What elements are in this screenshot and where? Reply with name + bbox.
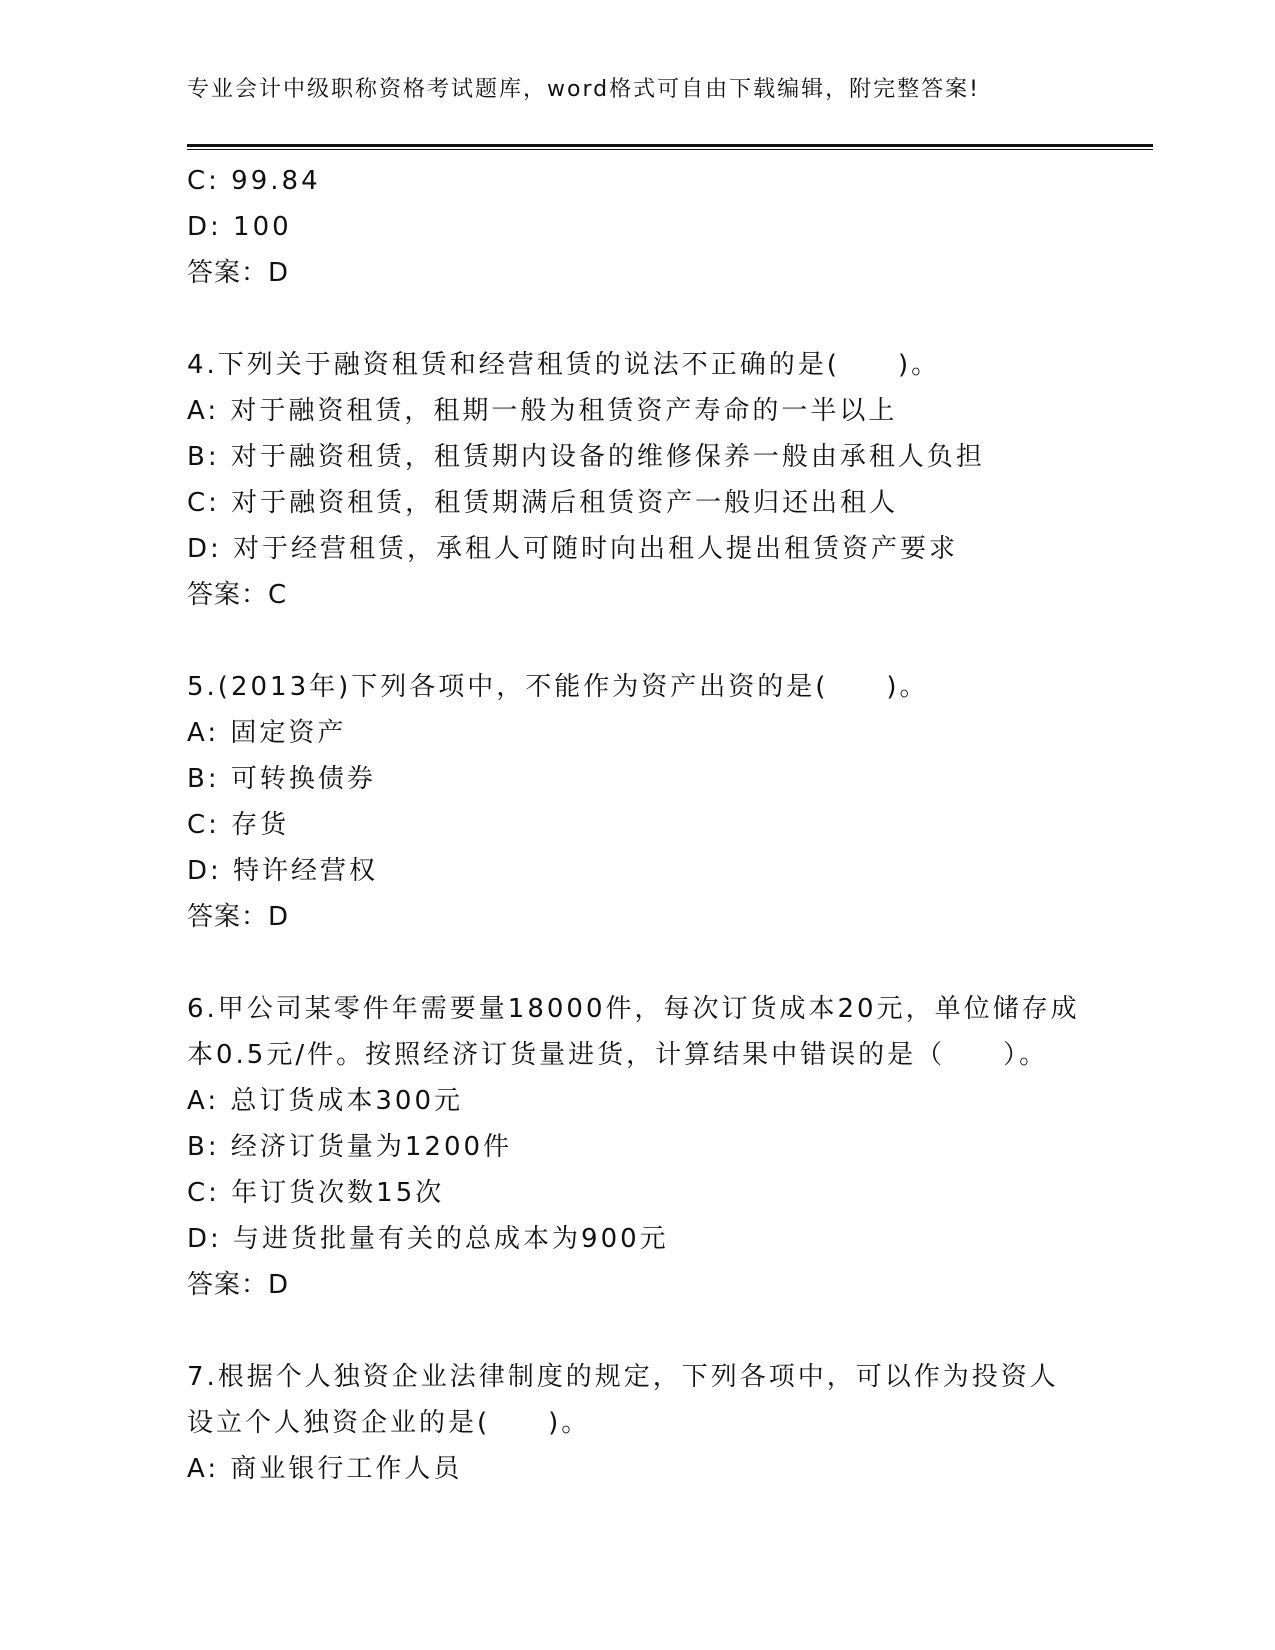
- answer-line: 答案：D: [187, 258, 290, 288]
- option-line: C: 对于融资租赁，租赁期满后租赁资产一般归还出租人: [187, 488, 899, 518]
- spacer: [187, 940, 1087, 986]
- option-line: A: 商业银行工作人员: [187, 1454, 463, 1484]
- question-stem: 设立个人独资企业的是( )。: [187, 1408, 591, 1438]
- question-block: [187, 1354, 1087, 1492]
- option-line: D: 对于经营租赁，承租人可随时向出租人提出租赁资产要求: [187, 534, 959, 564]
- question-block: [187, 986, 1087, 1308]
- question-stem: 本0.5元/件。按照经济订货量进货，计算结果中错误的是（ ）。: [187, 1040, 1049, 1070]
- question-stem: 7.根据个人独资企业法律制度的规定，下列各项中，可以作为投资人: [187, 1362, 1059, 1392]
- page-header: 专业会计中级职称资格考试题库，word格式可自由下载编辑，附完整答案!: [187, 77, 980, 102]
- question-stem: 5.(2013年)下列各项中，不能作为资产出资的是( )。: [187, 672, 929, 702]
- spacer: [187, 296, 1087, 342]
- spacer: [187, 618, 1087, 664]
- question-block: [187, 342, 1087, 618]
- answer-line: 答案：D: [187, 1270, 290, 1300]
- option-line: D: 100: [187, 212, 292, 242]
- option-line: A: 总订货成本300元: [187, 1086, 463, 1116]
- question-stem: 6.甲公司某零件年需要量18000件，每次订货成本20元，单位储存成: [187, 994, 1080, 1024]
- option-line: A: 固定资产: [187, 718, 347, 748]
- option-line: A: 对于融资租赁，租期一般为租赁资产寿命的一半以上: [187, 396, 898, 426]
- option-line: B: 对于融资租赁，租赁期内设备的维修保养一般由承租人负担: [187, 442, 985, 472]
- option-line: D: 与进货批量有关的总成本为900元: [187, 1224, 669, 1254]
- header-rule-thick: [187, 144, 1153, 147]
- answer-line: 答案：C: [187, 580, 288, 610]
- option-line: D: 特许经营权: [187, 856, 379, 886]
- question-list: [187, 158, 1087, 1492]
- question-stem: 4.下列关于融资租赁和经营租赁的说法不正确的是( )。: [187, 350, 941, 380]
- option-line: B: 可转换债券: [187, 764, 376, 794]
- answer-line: 答案：D: [187, 902, 290, 932]
- header-divider: [187, 144, 1153, 151]
- option-line: C: 存货: [187, 810, 290, 840]
- option-line: C: 年订货次数15次: [187, 1178, 445, 1208]
- header-rule-thin: [187, 149, 1153, 150]
- question-block: [187, 664, 1087, 940]
- option-line: B: 经济订货量为1200件: [187, 1132, 513, 1162]
- option-line: C: 99.84: [187, 166, 321, 196]
- spacer: [187, 1308, 1087, 1354]
